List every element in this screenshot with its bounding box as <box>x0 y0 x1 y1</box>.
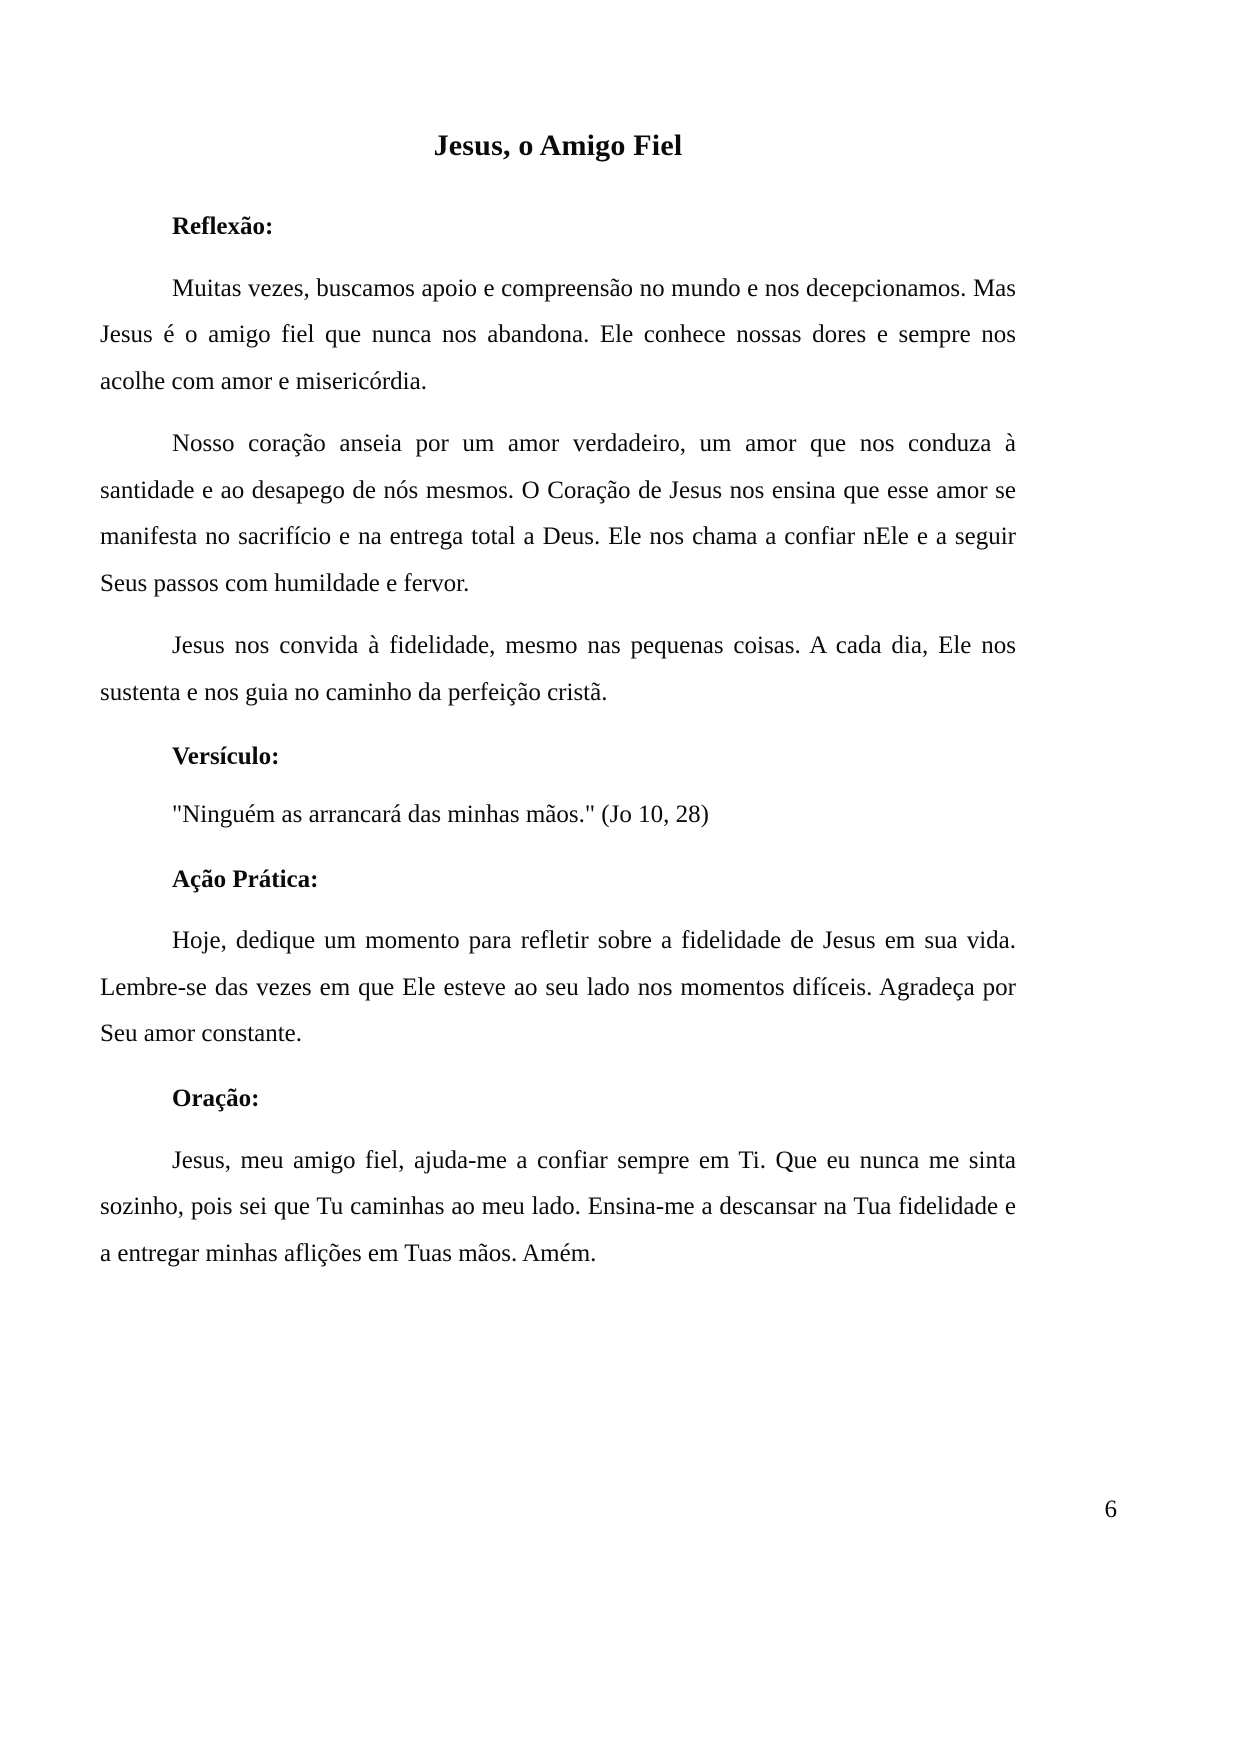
paragraph-reflexao-2: Nosso coração anseia por um amor verdadeiro, um amor que nos conduza à santidade e ao desapego de nós mesmos. O Coração de Jesus nos ensina que esse amor se manifesta no sacrifício e na entrega total a Deus. Ele nos chama a confiar nEle e a seguir Seus passos com humildade e fervor. <box>100 430 1016 597</box>
section-heading-versiculo: Versículo: <box>172 743 280 771</box>
spacer <box>100 716 1016 740</box>
spacer <box>100 164 1016 210</box>
spacer <box>100 839 1016 863</box>
page-title: Jesus, o Amigo Fiel <box>433 129 683 162</box>
spacer <box>100 896 1016 918</box>
section-heading-reflexao: Reflexão: <box>172 213 274 240</box>
section-heading-oracao: Oração: <box>172 1084 260 1112</box>
paragraph-reflexao-1: Muitas vezes, buscamos apoio e compreensão no mundo e nos decepcionamos. Mas Jesus é o amigo fiel que nunca nos abandona. Ele conhece nossas dores e sempre nos acolhe com amor e misericórdia. <box>100 274 1016 395</box>
spacer <box>100 405 1016 421</box>
scripture-quote: "Ninguém as arrancará das minhas mãos." (Jo 10, 28) <box>172 801 709 828</box>
spacer <box>100 1058 1016 1082</box>
spacer <box>100 607 1016 623</box>
page-content <box>100 0 1016 1277</box>
paragraph-acao-pratica: Hoje, dedique um momento para refletir sobre a fidelidade de Jesus em sua vida. Lembre-se das vezes em que Ele esteve ao seu lado nos momentos difíceis. Agradeça por Seu amor constante. <box>100 927 1016 1048</box>
paragraph-reflexao-3: Jesus nos convida à fidelidade, mesmo nas pequenas coisas. A cada dia, Ele nos sustenta e nos guia no caminho da perfeição cristã. <box>100 632 1016 706</box>
section-heading-acao-pratica: Ação Prática: <box>172 865 319 893</box>
page-number: 6 <box>1104 1496 1117 1523</box>
spacer <box>100 1116 1016 1138</box>
spacer <box>100 244 1016 266</box>
spacer <box>100 774 1016 792</box>
paragraph-oracao: Jesus, meu amigo fiel, ajuda-me a confiar sempre em Ti. Que eu nunca me sinta sozinho, pois sei que Tu caminhas ao meu lado. Ensina-me a descansar na Tua fidelidade e a entregar minhas aflições em Tuas mãos. Amém. <box>100 1146 1016 1267</box>
